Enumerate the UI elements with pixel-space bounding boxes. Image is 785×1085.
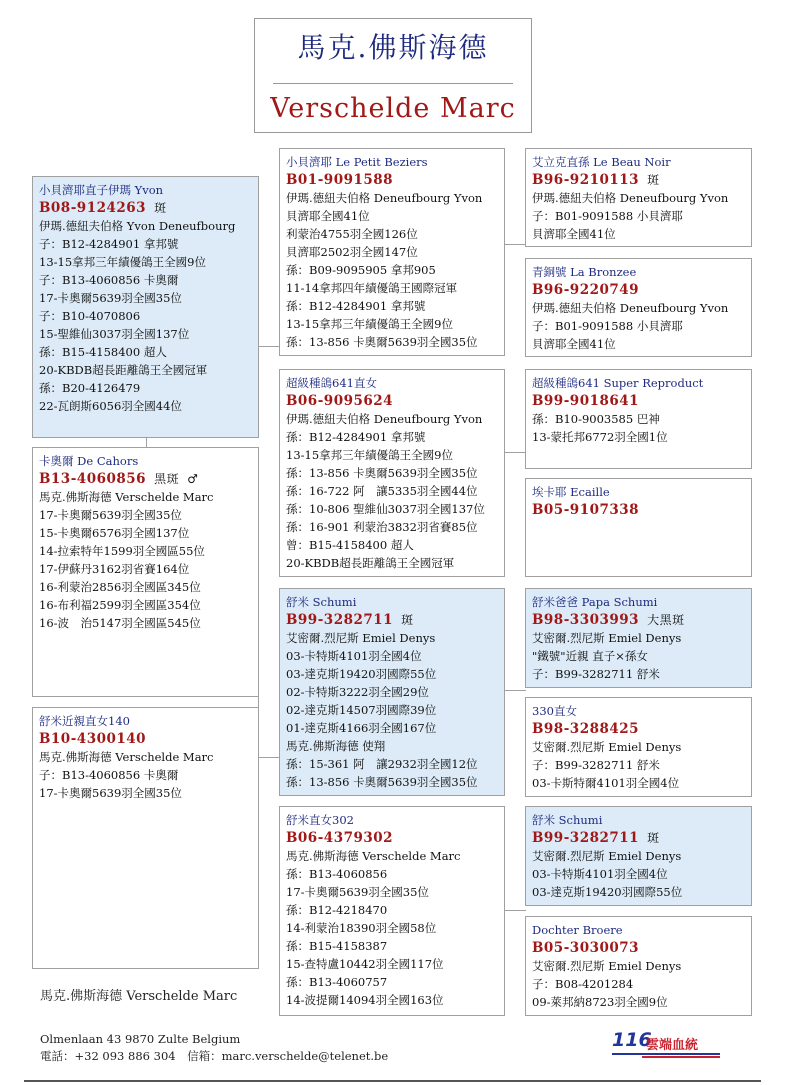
info-line: 伊瑪.德紐夫伯格 Deneufbourg Yvon [286,191,483,205]
info-line: 孫：B15-4158387 [286,939,388,953]
info-line: 孫：16-901 利蒙治3832羽省賽85位 [286,520,478,534]
pigeon-card-ggp6 [525,697,752,797]
pigeon-card-ggp3 [525,369,752,469]
pigeon-card-ggp5 [525,588,752,688]
info-line: 13-15拿邦三年績優鴿王全國9位 [39,255,206,269]
ring-number: B99-9018641 [532,393,640,409]
info-line: 13-15拿邦三年績優鴿王全國9位 [286,317,453,331]
info-line: 03-達克斯19420羽國際55位 [286,667,437,681]
info-line: 利蒙治4755羽全國126位 [286,227,418,241]
brand-logo [612,1031,720,1057]
info-line: 11-14拿邦四年績優鴿王國際冠軍 [286,281,458,295]
info-line: 艾密爾.烈尼斯 Emiel Denys [286,631,436,645]
ring-number: B96-9210113 斑 [532,172,660,188]
address-line: Olmenlaan 43 9870 Zulte Belgium [40,1032,241,1046]
info-line: 子：B10-4070806 [39,309,141,323]
info-line: 馬克.佛斯海德 Verschelde Marc [39,490,214,504]
ring-number: B10-4300140 [39,731,147,747]
pigeon-title: 330直女 [532,704,577,718]
info-line: 02-卡特斯3222羽全國29位 [286,685,429,699]
pigeon-card-gp2 [279,369,505,577]
info-line: 孫：13-856 卡奧爾5639羽全國35位 [286,335,478,349]
info-line: 孫：B10-9003585 巴神 [532,412,660,426]
info-line: 孫：13-856 卡奧爾5639羽全國35位 [286,466,478,480]
info-line: 孫：10-806 聖維仙3037羽全國137位 [286,502,485,516]
info-line: 孫：15-361 阿 讓2932羽全國12位 [286,757,478,771]
info-line: 貝濟耶全國41位 [532,337,616,351]
pigeon-card-ggp2 [525,258,752,357]
info-line: 17-卡奧爾5639羽全國35位 [39,786,182,800]
info-line: 09-萊邦納8723羽全國9位 [532,995,668,1009]
pigeon-card-ggp4 [525,478,752,577]
pigeon-card-ggp8 [525,916,752,1016]
info-line: 孫：B15-4158400 超人 [39,345,167,359]
info-line: 02-達克斯14507羽國際39位 [286,703,437,717]
owner-name-en: Verschelde Marc [270,93,516,124]
pigeon-card-ggp7 [525,806,752,906]
male-icon: ♂ [187,472,199,486]
info-line: 13-15拿邦三年績優鴿王全國9位 [286,448,453,462]
contact-block [40,1031,388,1065]
info-line: 艾密爾.烈尼斯 Emiel Denys [532,849,682,863]
info-line: 16-布利福2599羽全國區354位 [39,598,201,612]
info-line: 艾密爾.烈尼斯 Emiel Denys [532,740,682,754]
info-line: 17-伊蘇丹3162羽省賽164位 [39,562,190,576]
color-badge: 斑 [647,831,660,845]
ring-number: B05-9107338 [532,502,640,518]
logo-underline [642,1056,720,1058]
info-line: 孫：B09-9095905 拿邦905 [286,263,436,277]
color-badge: 大黑斑 [647,613,685,627]
info-line: 子：B12-4284901 拿邦號 [39,237,179,251]
pigeon-card-gp3 [279,588,505,796]
ring-number: B99-3282711 斑 [286,612,414,628]
color-badge: 斑 [401,613,414,627]
pigeon-card-subject [32,176,259,438]
pigeon-title: 埃卡耶 Ecaille [532,485,610,499]
info-line: 曾：B15-4158400 超人 [286,538,414,552]
info-line: 馬克.佛斯海德 Verschelde Marc [286,849,461,863]
ring-number: B05-3030073 [532,940,640,956]
logo-text: 雲端血統 [646,1038,699,1053]
info-line: 伊瑪.德紐夫伯格 Yvon Deneufbourg [39,219,236,233]
color-badge: 斑 [647,173,660,187]
header-divider [273,83,513,84]
pigeon-title: 小貝濟耶直子伊瑪 Yvon [39,183,164,197]
info-line: 孫：16-722 阿 讓5335羽全國44位 [286,484,478,498]
info-line: 14-波提爾14094羽全國163位 [286,993,444,1007]
ring-number: B13-4060856 黑斑 ♂ [39,471,199,487]
info-line: 13-蒙托邦6772羽全國1位 [532,430,668,444]
info-line: 伊瑪.德紐夫伯格 Deneufbourg Yvon [532,191,729,205]
info-line: 03-卡斯特爾4101羽全國4位 [532,776,680,790]
header-box [254,18,532,133]
info-line: 貝濟耶2502羽全國147位 [286,245,418,259]
pigeon-title: 超級種鴿641直女 [286,376,377,390]
info-line: 子：B13-4060856 卡奧爾 [39,768,179,782]
pigeon-card-gp4 [279,806,505,1016]
info-line: 14-利蒙治18390羽全國58位 [286,921,437,935]
info-line: 馬克.佛斯海德 使翔 [286,739,386,753]
info-line: 艾密爾.烈尼斯 Emiel Denys [532,959,682,973]
pigeon-card-ggp1 [525,148,752,247]
ring-number: B98-3303993 大黑斑 [532,612,685,628]
info-line: 01-達克斯4166羽全國167位 [286,721,437,735]
info-line: 14-拉索特年1599羽全國區55位 [39,544,205,558]
info-line: 子：B08-4201284 [532,977,634,991]
pigeon-title: 舒米 Schumi [532,813,603,827]
connector [504,452,526,453]
info-line: 子：B01-9091588 小貝濟耶 [532,209,683,223]
info-line: 20-KBDB超長距離鴿王全國冠軍 [286,556,455,570]
info-line: 子：B13-4060856 卡奧爾 [39,273,179,287]
info-line: 孫：B13-4060757 [286,975,388,989]
pigeon-card-sire [32,447,259,697]
info-line: 伊瑪.德紐夫伯格 Deneufbourg Yvon [286,412,483,426]
ring-number: B99-3282711 斑 [532,830,660,846]
connector [258,757,280,758]
info-line: 15-查特盧10442羽全國117位 [286,957,444,971]
ring-number: B98-3288425 [532,721,640,737]
pigeon-title: 青銅號 La Bronzee [532,265,637,279]
connector [258,346,280,347]
pigeon-title: 舒米近親直女140 [39,714,130,728]
ring-number: B01-9091588 [286,172,394,188]
info-line: 孫：B12-4284901 拿邦號 [286,299,426,313]
logo-number: 116 [612,1029,652,1051]
info-line: 15-聖維仙3037羽全國137位 [39,327,190,341]
connector [146,437,147,447]
info-line: 馬克.佛斯海德 Verschelde Marc [39,750,214,764]
info-line: 貝濟耶全國41位 [286,209,370,223]
footer-divider [24,1080,761,1082]
info-line: 孫：B20-4126479 [39,381,141,395]
owner-name-zh: 馬克.佛斯海德 [297,31,489,64]
info-line: 孫：B12-4284901 拿邦號 [286,430,426,444]
ring-number: B08-9124263 斑 [39,200,167,216]
connector [504,910,526,911]
info-line: 20-KBDB超長距離鴿王全國冠軍 [39,363,208,377]
info-line: 03-達克斯19420羽國際55位 [532,885,683,899]
info-line: 孫：B12-4218470 [286,903,388,917]
pigeon-title: 舒米 Schumi [286,595,357,609]
color-badge: 黑斑 [154,472,180,486]
info-line: 03-卡特斯4101羽全國4位 [532,867,668,881]
info-line: 孫：B13-4060856 [286,867,388,881]
info-line: "鐵號"近親 直子×孫女 [532,649,648,663]
info-line: 15-卡奧爾6576羽全國137位 [39,526,190,540]
pigeon-title: Dochter Broere [532,923,623,937]
info-line: 22-瓦朗斯6056羽全國44位 [39,399,182,413]
pigeon-title: 卡奧爾 De Cahors [39,454,139,468]
ring-number: B06-9095624 [286,393,394,409]
info-line: 伊瑪.德紐夫伯格 Deneufbourg Yvon [532,301,729,315]
info-line: 16-利蒙治2856羽全國區345位 [39,580,201,594]
connector [504,244,526,245]
info-line: 17-卡奧爾5639羽全國35位 [39,291,182,305]
info-line: 子：B99-3282711 舒米 [532,667,660,681]
info-line: 貝濟耶全國41位 [532,227,616,241]
color-badge: 斑 [154,201,167,215]
info-line: 艾密爾.烈尼斯 Emiel Denys [532,631,682,645]
pigeon-title: 舒米爸爸 Papa Schumi [532,595,658,609]
pigeon-title: 小貝濟耶 Le Petit Beziers [286,155,428,169]
contact-line: 電話：+32 093 886 304 信箱：marc.verschelde@telenet.be [40,1049,389,1063]
pigeon-card-gp1 [279,148,505,356]
info-line: 子：B01-9091588 小貝濟耶 [532,319,683,333]
ring-number: B96-9220749 [532,282,640,298]
info-line: 子：B99-3282711 舒米 [532,758,660,772]
owner-signature: 馬克.佛斯海德 Verschelde Marc [40,989,238,1004]
info-line: 16-波 治5147羽全國區545位 [39,616,201,630]
pigeon-title: 艾立克直孫 Le Beau Noir [532,155,671,169]
info-line: 17-卡奧爾5639羽全國35位 [39,508,182,522]
pigeon-card-dam [32,707,259,969]
info-line: 孫：13-856 卡奧爾5639羽全國35位 [286,775,478,789]
connector [504,690,526,691]
logo-underline [612,1053,720,1055]
info-line: 17-卡奧爾5639羽全國35位 [286,885,429,899]
ring-number: B06-4379302 [286,830,394,846]
pigeon-title: 舒米直女302 [286,813,354,827]
pigeon-title: 超級種鴿641 Super Reproduct [532,376,704,390]
info-line: 03-卡特斯4101羽全國4位 [286,649,422,663]
